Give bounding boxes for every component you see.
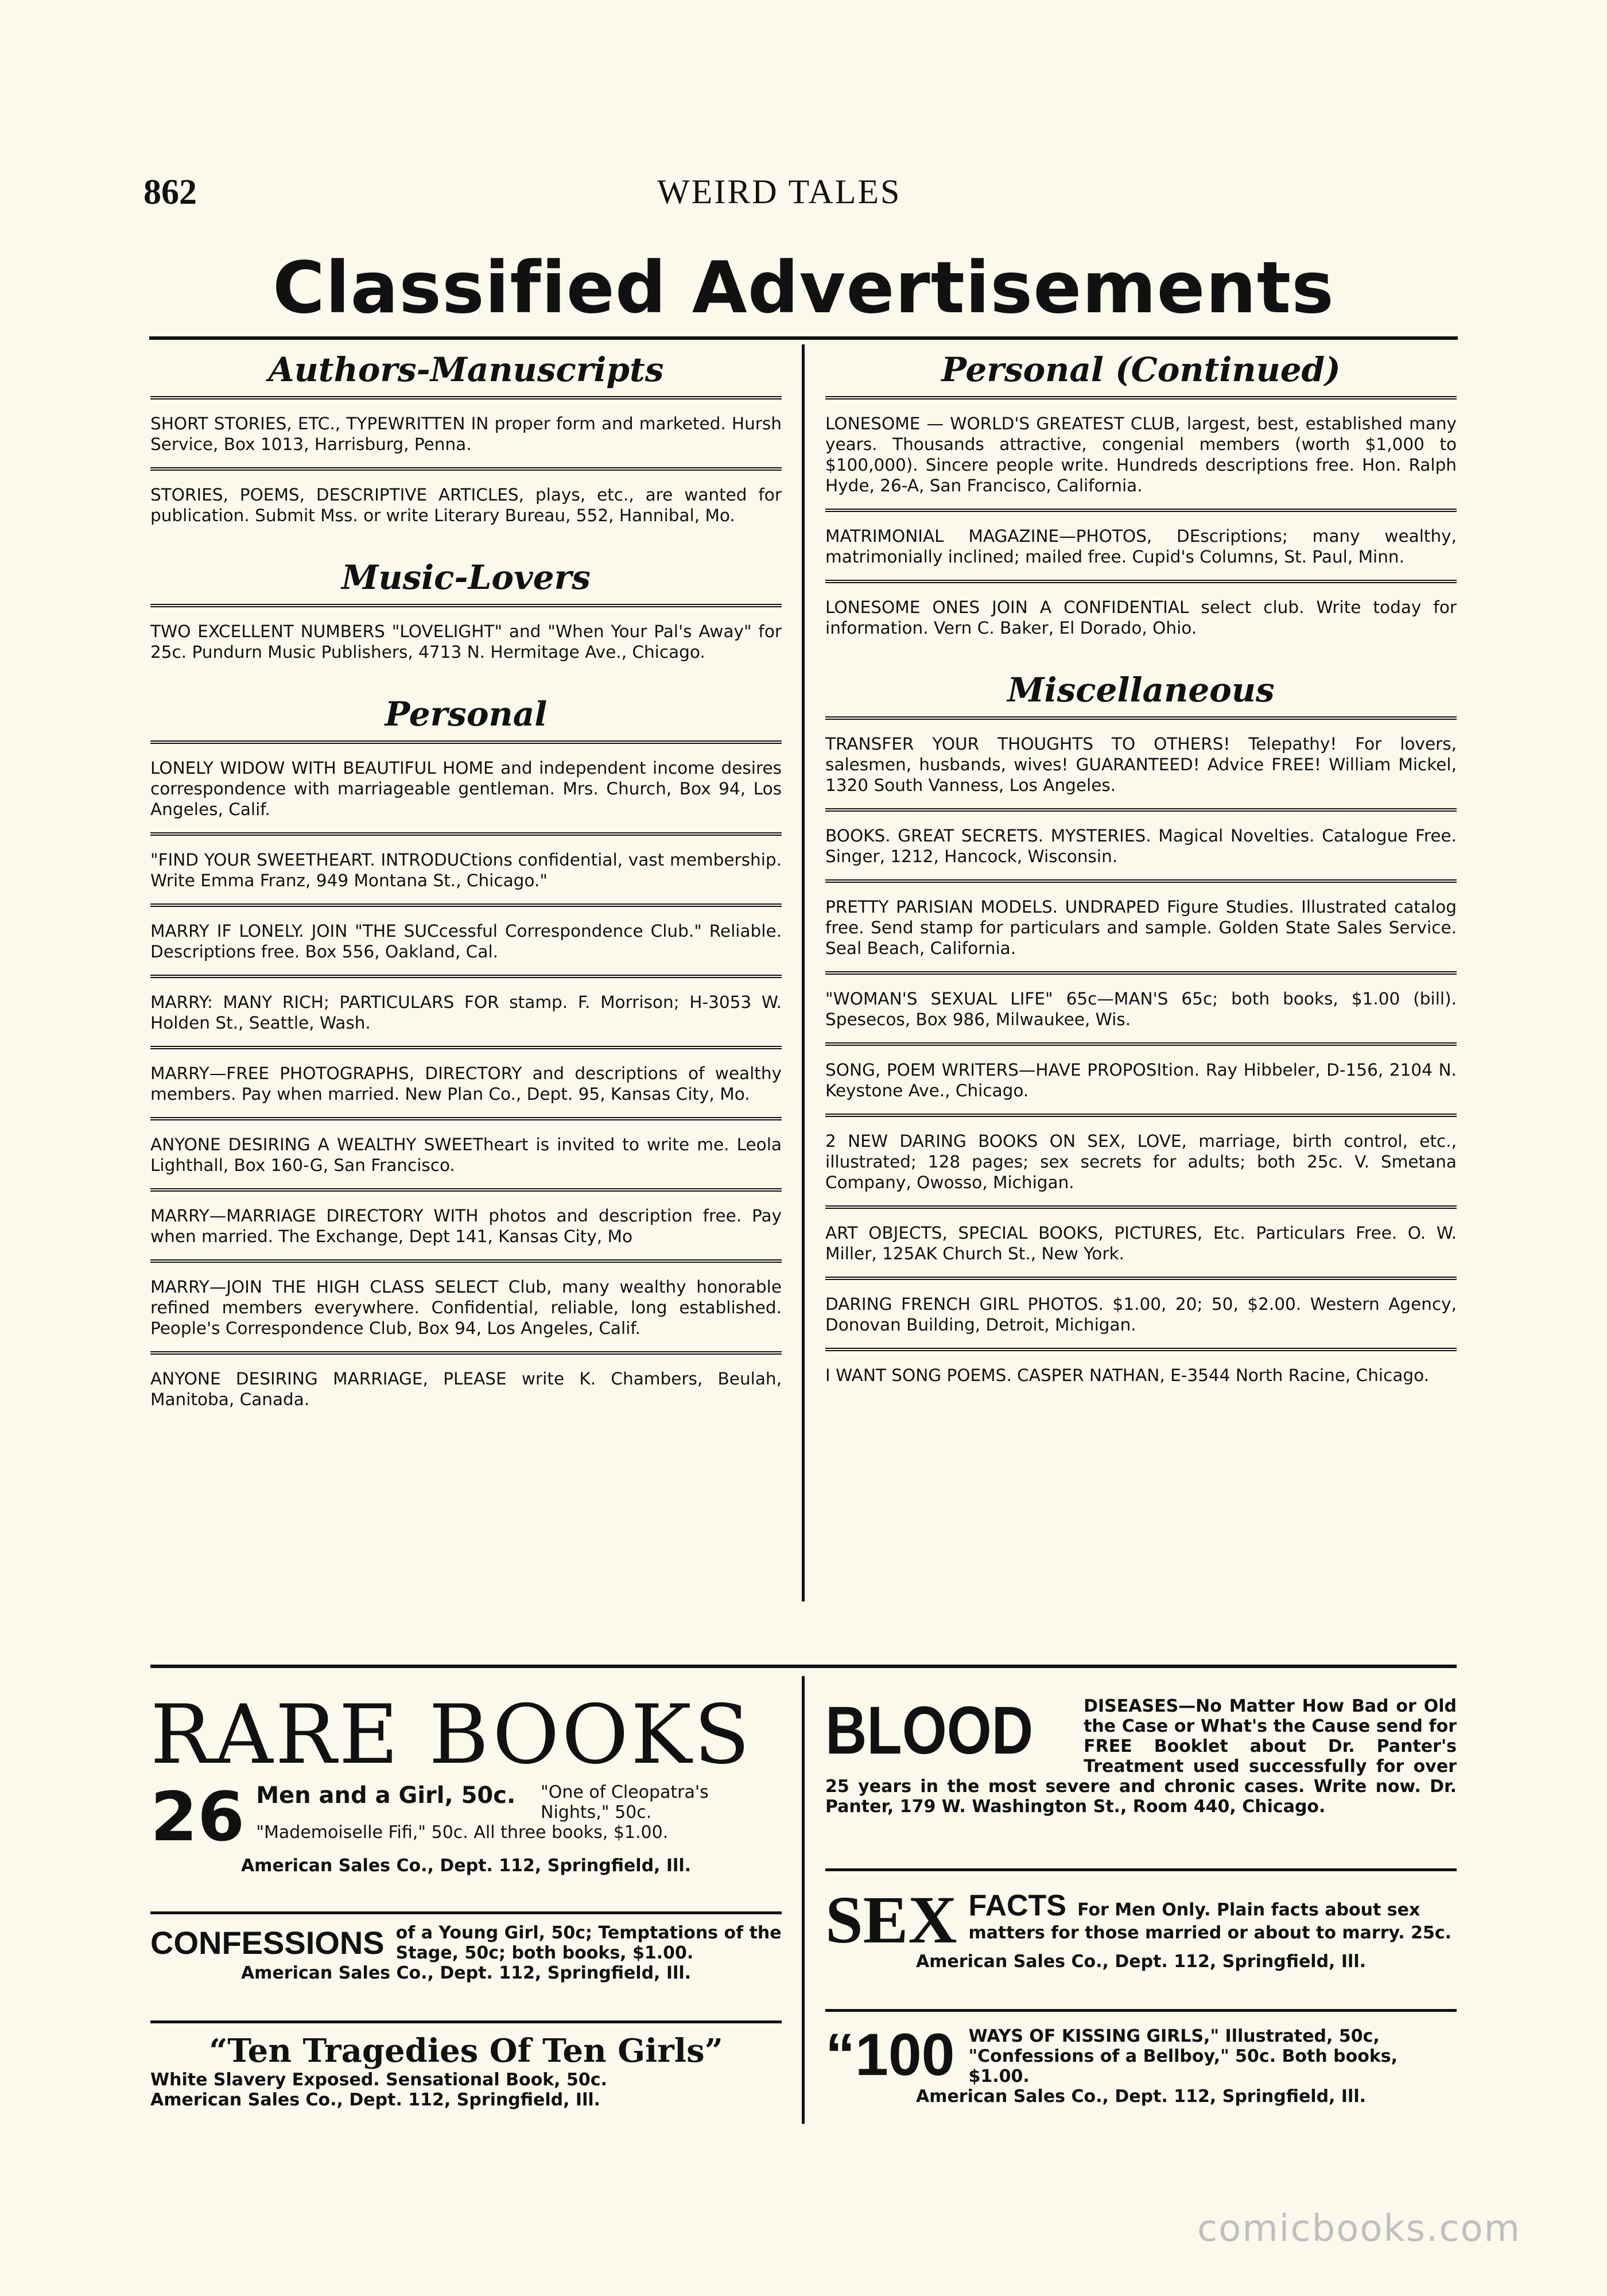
sex-headline: SEX — [825, 1882, 957, 1957]
rare-books-line1: Men and a Girl, 50c. — [256, 1782, 516, 1809]
classified-ad: MATRIMONIAL MAGAZINE—PHOTOS, DEscriptions; many wealthy, matrimonially inclined; mailed free. Cupid's Columns, St. Paul, Minn. — [825, 526, 1457, 583]
ten-tragedies-address: American Sales Co., Dept. 112, Springfield, Ill. — [150, 2090, 601, 2110]
classified-ad: LONELY WIDOW WITH BEAUTIFUL HOME and independent income desires correspondence with marriageable gentleman. Mrs. Church, Box 94, Los Angeles, Calif. — [150, 758, 782, 836]
ad-rule — [150, 1911, 782, 1914]
rare-books-number: 26 — [150, 1777, 245, 1856]
classified-ad: MARRY: MANY RICH; PARTICULARS FOR stamp. F. Morrison; H-3053 W. Holden St., Seattle, Wash. — [150, 992, 782, 1049]
section-heading: Miscellaneous — [825, 665, 1457, 720]
hundred-ways-address: American Sales Co., Dept. 112, Springfield, Ill. — [915, 2086, 1367, 2107]
classified-ad: PRETTY PARISIAN MODELS. UNDRAPED Figure Studies. Illustrated catalog free. Send stamp for particulars and sample. Golden State Sales Service. Seal Beach, California. — [825, 897, 1457, 975]
left-column — [150, 344, 782, 1436]
classified-ad: LONESOME — WORLD'S GREATEST CLUB, largest, best, established many years. Thousands attractive, congenial members (worth $1,000 to $100,000). Sincere people write. Hundreds descriptions free. Hon. Ralph Hyde, 26-A, San Francisco, California. — [825, 413, 1457, 512]
classified-ad: 2 NEW DARING BOOKS ON SEX, LOVE, marriage, birth control, etc., illustrated; 128 pages; sex secrets for adults; both 25c. V. Smetana Company, Owosso, Michigan. — [825, 1131, 1457, 1209]
section-personal — [150, 689, 782, 1422]
display-divider — [802, 1676, 805, 2124]
classified-ad: ART OBJECTS, SPECIAL BOOKS, PICTURES, Etc. Particulars Free. O. W. Miller, 125AK Church St., New York. — [825, 1223, 1457, 1280]
confessions-text: of a Young Girl, 50c; Temptations of the Stage, 50c; both books, $1.00. — [395, 1923, 782, 1963]
classified-ad: STORIES, POEMS, DESCRIPTIVE ARTICLES, plays, etc., are wanted for publication. Submit Mss. or write Literary Bureau, 552, Hannibal, Mo. — [150, 485, 782, 525]
classified-ad: TWO EXCELLENT NUMBERS "LOVELIGHT" and "When Your Pal's Away" for 25c. Pundurn Music Publishers, 4713 N. Hermitage Ave., Chicago. — [150, 622, 782, 662]
classified-ad: I WANT SONG POEMS. CASPER NATHAN, E-3544 North Racine, Chicago. — [825, 1366, 1430, 1385]
blood-ad — [825, 1693, 1457, 1817]
title-rule — [149, 336, 1458, 340]
classified-ad: MARRY—MARRIAGE DIRECTORY WITH photos and description free. Pay when married. The Exchange, Dept 141, Kansas City, Mo — [150, 1205, 782, 1263]
page-number: 862 — [143, 173, 197, 212]
classified-ad: TRANSFER YOUR THOUGHTS TO OTHERS! Telepathy! For lovers, salesmen, husbands, wives! GUARANTEED! Advice FREE! William Mickel, 1320 South Vanness, Los Angeles. — [825, 734, 1457, 812]
ten-tragedies-ad — [150, 2032, 782, 2110]
display-ads-rule — [150, 1665, 1457, 1668]
blood-text: DISEASES—No Matter How Bad or Old the Case or What's the Cause send for FREE Booklet about Dr. Panter's Treatment used successfully for over 25 years in the most severe and chronic cases. Write now. Dr. Panter, 179 W. Washington St., Room 440, Chicago. — [825, 1696, 1457, 1817]
page-title: Classified Advertisements — [273, 247, 1334, 329]
sex-facts-text: For Men Only. Plain facts about sex matters for those married or about to marry. 25c. — [968, 1900, 1452, 1943]
right-column — [825, 344, 1457, 1412]
hundred-headline: “100 — [825, 2022, 955, 2088]
hundred-ways-text: WAYS OF KISSING GIRLS," Illustrated, 50c, "Confessions of a Bellboy," 50c. Both books, $1.00. — [968, 2026, 1398, 2086]
ten-tragedies-text: White Slavery Exposed. Sensational Book, 50c. — [150, 2070, 607, 2090]
section-heading: Authors-Manuscripts — [150, 344, 782, 400]
section-heading: Personal (Continued) — [825, 344, 1457, 400]
rare-books-address: American Sales Co., Dept. 112, Springfield, Ill. — [240, 1856, 692, 1876]
classified-ad: SHORT STORIES, ETC., TYPEWRITTEN IN proper form and marketed. Hursh Service, Box 1013, Harrisburg, Penna. — [150, 413, 782, 471]
ad-rule — [825, 1868, 1457, 1871]
sex-facts-ad — [825, 1882, 1457, 1972]
classified-ad: MARRY—FREE PHOTOGRAPHS, DIRECTORY and descriptions of wealthy members. Pay when married. New Plan Co., Dept. 95, Kansas City, Mo. — [150, 1063, 782, 1120]
classified-ad: LONESOME ONES JOIN A CONFIDENTIAL select club. Write today for information. Vern C. Baker, El Dorado, Ohio. — [825, 598, 1457, 638]
running-title: WEIRD TALES — [657, 173, 902, 211]
classified-ad: BOOKS. GREAT SECRETS. MYSTERIES. Magical Novelties. Catalogue Free. Singer, 1212, Hancock, Wisconsin. — [825, 825, 1457, 883]
section-authors — [150, 344, 782, 538]
sex-facts-address: American Sales Co., Dept. 112, Springfield, Ill. — [915, 1952, 1367, 1972]
ten-tragedies-headline: “Ten Tragedies Of Ten Girls” — [209, 2032, 723, 2070]
classified-ad: DARING FRENCH GIRL PHOTOS. $1.00, 20; 50, $2.00. Western Agency, Donovan Building, Detroit, Michigan. — [825, 1294, 1457, 1351]
ad-rule — [150, 2020, 782, 2023]
column-divider — [802, 344, 805, 1601]
confessions-headline: CONFESSIONS — [150, 1925, 385, 1961]
classified-ad: "FIND YOUR SWEETHEART. INTRODUCtions confidential, vast membership. Write Emma Franz, 949 Montana St., Chicago." — [150, 850, 782, 907]
section-music — [150, 552, 782, 675]
section-miscellaneous — [825, 665, 1457, 1398]
facts-subheadline: FACTS — [968, 1889, 1066, 1922]
classified-ad: MARRY IF LONELY. JOIN "THE SUCcessful Correspondence Club." Reliable. Descriptions free. Box 556, Oakland, Cal. — [150, 921, 782, 978]
confessions-address: American Sales Co., Dept. 112, Springfield, Ill. — [240, 1963, 692, 1983]
classified-ad: "WOMAN'S SEXUAL LIFE" 65c—MAN'S 65c; both books, $1.00 (bill). Spesecos, Box 986, Milwaukee, Wis. — [825, 988, 1457, 1046]
classified-ad: MARRY—JOIN THE HIGH CLASS SELECT Club, many wealthy honorable refined members everywhere. Confidential, reliable, long established. People's Correspondence Club, Box 94, Los Angeles, Calif. — [150, 1277, 782, 1355]
classified-ad: ANYONE DESIRING MARRIAGE, PLEASE write K. Chambers, Beulah, Manitoba, Canada. — [150, 1369, 782, 1409]
blood-headline: BLOOD — [825, 1693, 1034, 1768]
classified-ad: SONG, POEM WRITERS—HAVE PROPOSItion. Ray Hibbeler, D-156, 2104 N. Keystone Ave., Chicago. — [825, 1060, 1457, 1117]
rare-books-line1b: "One of Cleopatra's Nights," 50c. — [541, 1782, 709, 1822]
section-heading: Music-Lovers — [150, 552, 782, 607]
classified-ad: ANYONE DESIRING A WEALTHY SWEETheart is invited to write me. Leola Lighthall, Box 160-G, San Francisco. — [150, 1134, 782, 1192]
watermark: comicbooks.com — [1197, 2208, 1521, 2250]
hundred-ways-ad — [825, 2022, 1457, 2107]
section-personal-continued — [825, 344, 1457, 651]
rare-books-headline: RARE BOOKS — [150, 1688, 752, 1782]
confessions-ad — [150, 1923, 782, 1983]
rare-books-ad — [150, 1688, 782, 1876]
section-heading: Personal — [150, 689, 782, 744]
ad-rule — [825, 2009, 1457, 2012]
rare-books-line2: "Mademoiselle Fifi," 50c. All three books, $1.00. — [256, 1822, 669, 1843]
